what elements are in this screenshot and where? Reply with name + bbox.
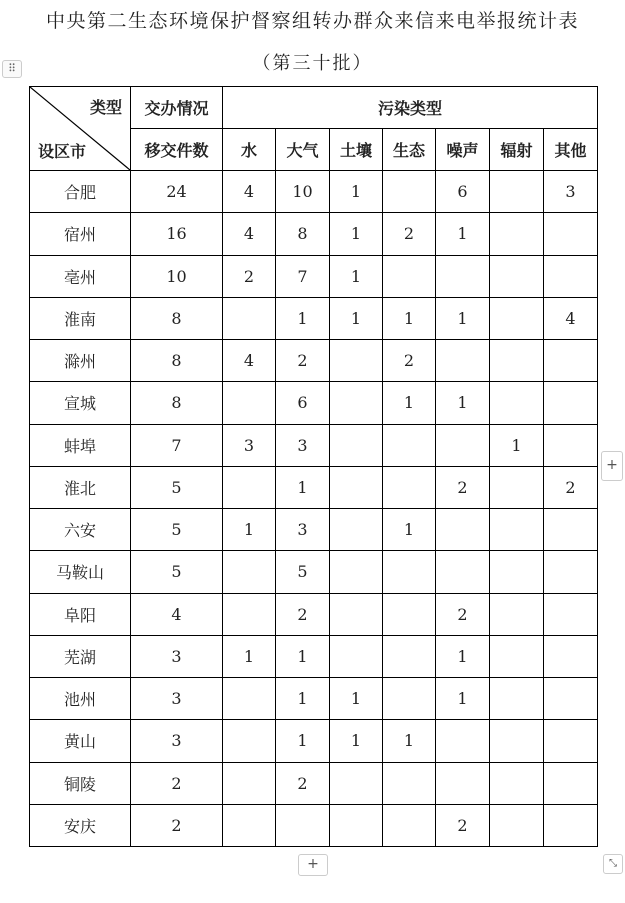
table-row	[30, 424, 598, 466]
pollution-value-cell[interactable]	[544, 551, 598, 593]
city-cell[interactable]: 合肥	[30, 171, 131, 213]
pollution-value-cell[interactable]: 1	[330, 678, 383, 720]
count-cell[interactable]: 8	[131, 382, 223, 424]
pollution-value-cell[interactable]	[383, 678, 436, 720]
pollution-value-cell[interactable]: 3	[223, 424, 276, 466]
add-row-icon[interactable]: +	[298, 854, 328, 876]
pollution-value-cell[interactable]	[436, 551, 490, 593]
pollution-value-cell[interactable]	[330, 340, 383, 382]
pollution-value-cell[interactable]: 1	[223, 635, 276, 677]
pollution-value-cell[interactable]: 1	[383, 297, 436, 339]
pollution-value-cell[interactable]	[383, 255, 436, 297]
table-row	[30, 466, 598, 508]
pollution-value-cell[interactable]	[544, 424, 598, 466]
pollution-value-cell[interactable]	[383, 171, 436, 213]
pollution-value-cell[interactable]	[223, 720, 276, 762]
table-row	[30, 593, 598, 635]
pollution-value-cell[interactable]: 2	[276, 340, 330, 382]
pollution-value-cell[interactable]	[544, 340, 598, 382]
pollution-value-cell[interactable]: 1	[383, 509, 436, 551]
count-cell[interactable]: 8	[131, 297, 223, 339]
pollution-value-cell[interactable]	[490, 509, 544, 551]
count-cell[interactable]: 24	[131, 171, 223, 213]
pollution-value-cell[interactable]	[330, 466, 383, 508]
pollution-value-cell[interactable]	[436, 255, 490, 297]
pollution-value-cell[interactable]: 4	[223, 213, 276, 255]
count-cell[interactable]: 3	[131, 635, 223, 677]
pollution-value-cell[interactable]: 3	[276, 424, 330, 466]
pollution-value-cell[interactable]	[330, 762, 383, 804]
city-cell[interactable]: 马鞍山	[30, 551, 131, 593]
pollution-value-cell[interactable]: 1	[330, 255, 383, 297]
header-city-label: 设区市	[38, 142, 87, 161]
pollution-value-cell[interactable]: 2	[276, 762, 330, 804]
pollution-value-cell[interactable]: 6	[276, 382, 330, 424]
pollution-value-cell[interactable]	[383, 551, 436, 593]
diagonal-header-cell[interactable]	[30, 87, 131, 171]
city-cell[interactable]: 滁州	[30, 340, 131, 382]
count-cell[interactable]: 4	[131, 593, 223, 635]
count-cell[interactable]: 16	[131, 213, 223, 255]
pollution-value-cell[interactable]: 1	[330, 720, 383, 762]
pollution-value-cell[interactable]	[223, 762, 276, 804]
pollution-value-cell[interactable]	[223, 678, 276, 720]
table-row	[30, 678, 598, 720]
pollution-value-cell[interactable]: 5	[276, 551, 330, 593]
count-cell[interactable]: 2	[131, 762, 223, 804]
add-column-icon[interactable]: +	[601, 451, 623, 481]
pollution-value-cell[interactable]	[223, 551, 276, 593]
pollution-value-cell[interactable]	[436, 424, 490, 466]
pollution-value-cell[interactable]	[436, 340, 490, 382]
pollution-value-cell[interactable]: 4	[223, 340, 276, 382]
header-type-5[interactable]: 辐射	[490, 129, 544, 171]
pollution-value-cell[interactable]	[223, 466, 276, 508]
city-cell[interactable]: 宿州	[30, 213, 131, 255]
resize-icon[interactable]: ⤡	[603, 854, 623, 874]
pollution-value-cell[interactable]: 1	[276, 720, 330, 762]
table-row	[30, 804, 598, 846]
pollution-value-cell[interactable]	[223, 593, 276, 635]
table-row	[30, 551, 598, 593]
pollution-value-cell[interactable]	[544, 635, 598, 677]
count-cell[interactable]: 5	[131, 509, 223, 551]
pollution-value-cell[interactable]: 3	[276, 509, 330, 551]
pollution-value-cell[interactable]: 2	[383, 213, 436, 255]
pollution-value-cell[interactable]: 1	[436, 382, 490, 424]
pollution-value-cell[interactable]	[490, 678, 544, 720]
pollution-value-cell[interactable]: 3	[544, 171, 598, 213]
pollution-value-cell[interactable]	[490, 551, 544, 593]
count-cell[interactable]: 3	[131, 678, 223, 720]
header-type-label: 类型	[89, 98, 122, 117]
pollution-value-cell[interactable]: 4	[223, 171, 276, 213]
table-row	[30, 509, 598, 551]
pollution-value-cell[interactable]	[544, 720, 598, 762]
table-row	[30, 213, 598, 255]
pollution-value-cell[interactable]	[330, 382, 383, 424]
pollution-value-cell[interactable]: 1	[436, 297, 490, 339]
header-type-2[interactable]: 土壤	[330, 129, 383, 171]
pollution-value-cell[interactable]	[544, 255, 598, 297]
pollution-value-cell[interactable]: 2	[436, 466, 490, 508]
table-row	[30, 340, 598, 382]
pollution-value-cell[interactable]: 2	[276, 593, 330, 635]
pollution-value-cell[interactable]: 4	[544, 297, 598, 339]
city-cell[interactable]: 淮南	[30, 297, 131, 339]
city-cell[interactable]: 淮北	[30, 466, 131, 508]
pollution-value-cell[interactable]	[544, 804, 598, 846]
pollution-value-cell[interactable]: 2	[383, 340, 436, 382]
pollution-value-cell[interactable]	[330, 804, 383, 846]
pollution-value-cell[interactable]	[544, 509, 598, 551]
count-cell[interactable]: 7	[131, 424, 223, 466]
count-cell[interactable]: 5	[131, 466, 223, 508]
statistics-table	[29, 86, 598, 847]
pollution-value-cell[interactable]: 1	[276, 678, 330, 720]
pollution-value-cell[interactable]	[223, 804, 276, 846]
count-cell[interactable]: 2	[131, 804, 223, 846]
table-row	[30, 171, 598, 213]
pollution-value-cell[interactable]	[383, 762, 436, 804]
pollution-value-cell[interactable]	[490, 382, 544, 424]
pollution-value-cell[interactable]	[490, 635, 544, 677]
pollution-value-cell[interactable]	[544, 762, 598, 804]
pollution-value-cell[interactable]	[490, 466, 544, 508]
page-title: 中央第二生态环境保护督察组转办群众来信来电举报统计表	[45, 10, 579, 32]
table-row	[30, 762, 598, 804]
pollution-value-cell[interactable]	[544, 678, 598, 720]
pollution-value-cell[interactable]: 1	[330, 297, 383, 339]
count-cell[interactable]: 8	[131, 340, 223, 382]
pollution-value-cell[interactable]	[223, 297, 276, 339]
pollution-value-cell[interactable]: 7	[276, 255, 330, 297]
pollution-value-cell[interactable]: 6	[436, 171, 490, 213]
city-cell[interactable]: 蚌埠	[30, 424, 131, 466]
pollution-value-cell[interactable]	[330, 509, 383, 551]
pollution-value-cell[interactable]	[383, 804, 436, 846]
pollution-value-cell[interactable]	[383, 424, 436, 466]
city-cell[interactable]: 六安	[30, 509, 131, 551]
pollution-value-cell[interactable]	[383, 635, 436, 677]
city-cell[interactable]: 芜湖	[30, 635, 131, 677]
pollution-value-cell[interactable]: 1	[436, 678, 490, 720]
pollution-value-cell[interactable]: 1	[276, 466, 330, 508]
pollution-value-cell[interactable]	[330, 635, 383, 677]
pollution-value-cell[interactable]	[544, 213, 598, 255]
pollution-value-cell[interactable]: 1	[223, 509, 276, 551]
pollution-value-cell[interactable]	[436, 720, 490, 762]
pollution-value-cell[interactable]: 1	[436, 635, 490, 677]
page-subtitle: （第三十批）	[252, 53, 373, 74]
city-cell[interactable]: 池州	[30, 678, 131, 720]
city-cell[interactable]: 安庆	[30, 804, 131, 846]
city-cell[interactable]: 阜阳	[30, 593, 131, 635]
table-row	[30, 255, 598, 297]
pollution-value-cell[interactable]	[490, 255, 544, 297]
pollution-value-cell[interactable]	[330, 551, 383, 593]
city-cell[interactable]: 宣城	[30, 382, 131, 424]
count-cell[interactable]: 5	[131, 551, 223, 593]
pollution-value-cell[interactable]	[544, 593, 598, 635]
pollution-value-cell[interactable]: 10	[276, 171, 330, 213]
pollution-value-cell[interactable]: 1	[490, 424, 544, 466]
pollution-value-cell[interactable]	[490, 720, 544, 762]
pollution-value-cell[interactable]: 1	[330, 171, 383, 213]
pollution-value-cell[interactable]	[490, 340, 544, 382]
pollution-value-cell[interactable]: 1	[383, 382, 436, 424]
pollution-value-cell[interactable]: 8	[276, 213, 330, 255]
pollution-value-cell[interactable]	[436, 509, 490, 551]
pollution-value-cell[interactable]	[436, 762, 490, 804]
pollution-value-cell[interactable]: 2	[544, 466, 598, 508]
header-type-6[interactable]: 其他	[544, 129, 598, 171]
pollution-value-cell[interactable]	[330, 424, 383, 466]
pollution-value-cell[interactable]: 1	[330, 213, 383, 255]
pollution-value-cell[interactable]: 1	[276, 297, 330, 339]
table-row	[30, 635, 598, 677]
pollution-value-cell[interactable]	[490, 804, 544, 846]
pollution-value-cell[interactable]	[383, 593, 436, 635]
city-cell[interactable]: 黄山	[30, 720, 131, 762]
table-row	[30, 720, 598, 762]
header-pollution-type[interactable]: 污染类型	[223, 87, 598, 129]
count-cell[interactable]: 10	[131, 255, 223, 297]
pollution-value-cell[interactable]: 1	[276, 635, 330, 677]
city-cell[interactable]: 铜陵	[30, 762, 131, 804]
pollution-value-cell[interactable]	[490, 297, 544, 339]
pollution-value-cell[interactable]	[544, 382, 598, 424]
pollution-value-cell[interactable]: 1	[383, 720, 436, 762]
pollution-value-cell[interactable]	[490, 171, 544, 213]
pollution-value-cell[interactable]: 2	[436, 804, 490, 846]
header-type-1[interactable]: 大气	[276, 129, 330, 171]
city-cell[interactable]: 亳州	[30, 255, 131, 297]
pollution-value-cell[interactable]	[490, 213, 544, 255]
pollution-value-cell[interactable]: 2	[436, 593, 490, 635]
header-type-3[interactable]: 生态	[383, 129, 436, 171]
pollution-value-cell[interactable]	[490, 762, 544, 804]
pollution-value-cell[interactable]	[276, 804, 330, 846]
count-cell[interactable]: 3	[131, 720, 223, 762]
header-type-0[interactable]: 水	[223, 129, 276, 171]
pollution-value-cell[interactable]: 1	[436, 213, 490, 255]
header-handling[interactable]: 交办情况	[131, 87, 223, 129]
header-type-4[interactable]: 噪声	[436, 129, 490, 171]
pollution-value-cell[interactable]	[223, 382, 276, 424]
header-transfer-count[interactable]: 移交件数	[131, 129, 223, 171]
table-row	[30, 297, 598, 339]
pollution-value-cell[interactable]: 2	[223, 255, 276, 297]
pollution-value-cell[interactable]	[383, 466, 436, 508]
pollution-value-cell[interactable]	[330, 593, 383, 635]
pollution-value-cell[interactable]	[490, 593, 544, 635]
drag-handle-icon[interactable]: ⠿	[2, 60, 22, 78]
table-row	[30, 382, 598, 424]
